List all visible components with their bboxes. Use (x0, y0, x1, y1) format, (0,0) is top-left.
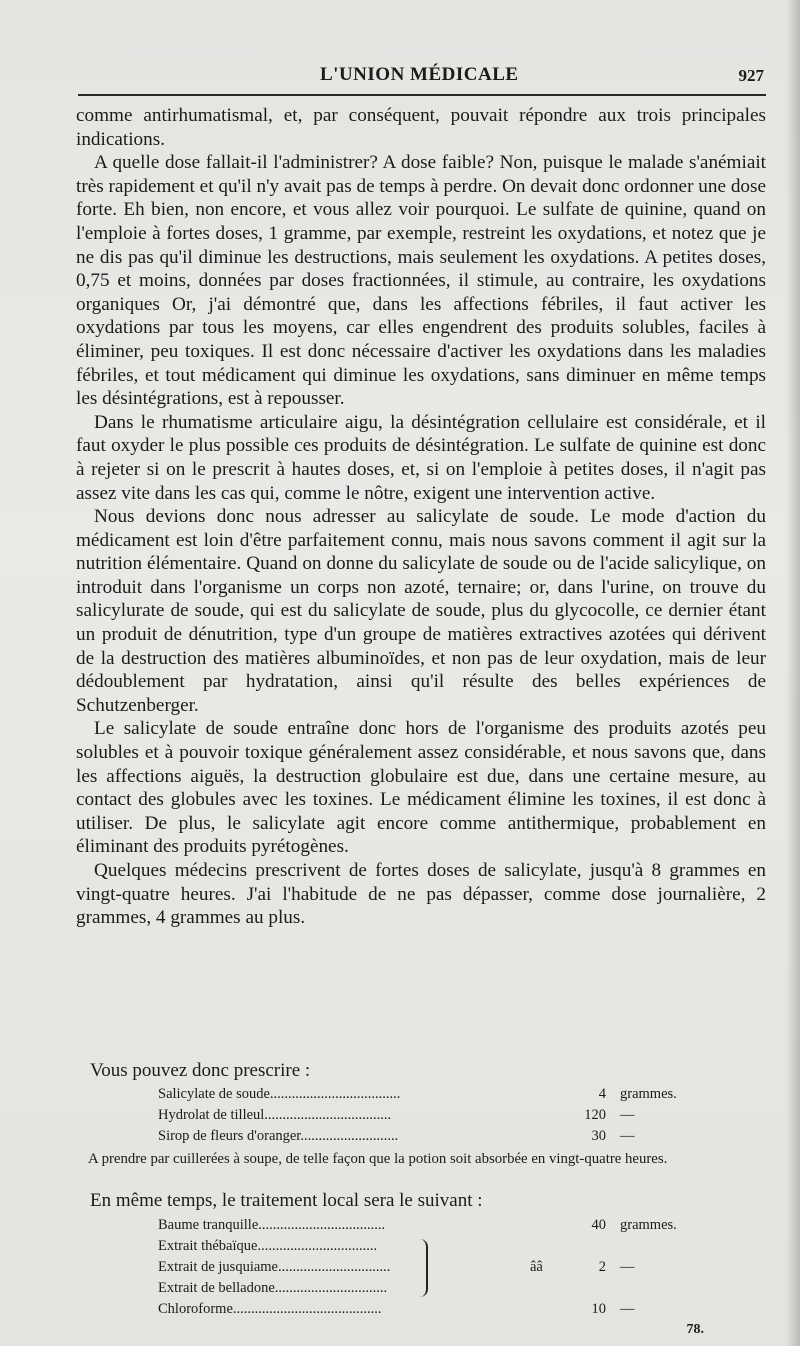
ingredient-unit: grammes. (620, 1217, 677, 1233)
ingredient-name: Sirop de fleurs d'oranger........................... (158, 1128, 399, 1144)
prescription-row (90, 1125, 770, 1146)
ingredient-unit: grammes. (620, 1086, 677, 1102)
prescription-row (90, 1256, 770, 1277)
paragraph: Nous devions donc nous adresser au salicylate de soude. Le mode d'action du médicament est loin d'être parfaitement connu, mais nous savons comment il agit sur la nutrition élémentaire. Quand on donne du salicylate de soude ou de l'acide salicylique, on introduit dans l'organisme un corps non azoté, ternaire; or, dans l'urine, on trouve du salicylurate de soude, qui est du salicylate de soude, plus du glycocolle, ce dernier étant un produit de dénutrition, type d'un groupe de matières extractives azotées qui dérivent de la destruction des matières albuminoïdes, et non pas de leur oxydation, mais de leur dédoublement par hydratation, ainsi qu'il résulte des belles expériences de Schutzenberger. (76, 506, 766, 716)
paragraph: comme antirhumatismal, et, par conséquent, pouvait répondre aux trois principales indications. (76, 105, 766, 150)
prescription-row (90, 1104, 770, 1125)
ingredient-name: Extrait de jusquiame............................... (158, 1259, 391, 1275)
ingredient-quantity: 10 (591, 1301, 606, 1317)
ingredient-name: Baume tranquille................................... (158, 1217, 386, 1233)
prescription-row (90, 1235, 770, 1256)
ingredient-name: Hydrolat de tilleul................................... (158, 1107, 392, 1123)
ingredient-unit: — (620, 1259, 635, 1275)
prescription-intro: Vous pouvez donc prescrire : (90, 1060, 311, 1081)
ingredient-name: Extrait de belladone............................... (158, 1280, 388, 1296)
header-rule (78, 94, 766, 96)
page-number: 927 (738, 66, 764, 85)
ingredient-name: Chloroforme......................................... (158, 1301, 382, 1317)
ingredient-unit: — (620, 1107, 635, 1123)
prescription-row (90, 1214, 770, 1235)
prescription-row (90, 1298, 770, 1319)
ingredient-quantity: 2 (598, 1259, 606, 1275)
page-header (80, 60, 766, 90)
ingredient-unit: — (620, 1128, 635, 1144)
ingredient-name: Salicylate de soude.................................... (158, 1086, 401, 1102)
equal-parts-mark: ââ (530, 1259, 543, 1275)
prescription-note: A prendre par cuillerées à soupe, de telle façon que la potion soit absorbée en vingt-quatre heures. (88, 1151, 668, 1167)
paragraph: Le salicylate de soude entraîne donc hors de l'organisme des produits azotés peu solubles et à pouvoir toxique généralement assez considérable, et nous savons que, dans les affections aiguës, la destruction globulaire est due, dans une certaine mesure, au contact des globules avec les toxines. Le médicament élimine les toxines, il est donc à utiliser. De plus, le salicylate agit encore comme antithermique, probablement en éliminant des produits pyrétogènes. (76, 718, 766, 858)
ingredient-quantity: 120 (584, 1107, 606, 1123)
prescription-row (90, 1083, 770, 1104)
paragraph: Dans le rhumatisme articulaire aigu, la désintégration cellulaire est considérale, et il faut oxyder le plus possible ces produits de désintégration. Le sulfate de quinine est donc à rejeter si on le prescrit à hautes doses, et, si on l'emploie à petites doses, il n'agit pas assez vite dans les cas qui, comme le nôtre, exigent une intervention active. (76, 411, 766, 504)
treatment-table (90, 1214, 770, 1319)
prescription-table (90, 1083, 770, 1146)
ingredient-unit: — (620, 1301, 635, 1317)
page-edge-shadow (786, 0, 800, 1346)
prescription-row (90, 1277, 770, 1298)
paragraph: A quelle dose fallait-il l'administrer? A dose faible? Non, puisque le malade s'anémiait très rapidement et qu'il n'y avait pas de temps à perdre. On devait donc ordonner une dose forte. Eh bien, non encore, et vous allez voir pourquoi. Le sulfate de quinine, quand on l'emploie à fortes doses, 1 gramme, par exemple, restreint les oxydations, et notez que je ne dis pas qu'il diminue les destructions, mais seulement les oxydations. A petites doses, 0,75 et moins, données par doses fractionnées, il stimule, au contraire, les oxydations organiques Or, j'ai démontré que, dans les affections fébriles, il faut activer les oxydations par tous les moyens, car elles engendrent des produits solubles, faciles à éliminer, peu toxiques. Il est donc nécessaire d'activer les oxydations dans les maladies fébriles, et tout médicament qui diminue les oxydations, sans diminuer en même temps les désintégrations, est à repousser. (76, 152, 766, 410)
ingredient-quantity: 4 (598, 1086, 606, 1102)
body-text (76, 104, 766, 930)
ingredient-quantity: 30 (591, 1128, 606, 1144)
ingredient-name: Extrait thébaïque................................. (158, 1238, 378, 1254)
running-title: L'UNION MÉDICALE (320, 64, 519, 85)
sheet-number: 78. (686, 1322, 704, 1337)
paragraph: Quelques médecins prescrivent de fortes doses de salicylate, jusqu'à 8 grammes en vingt-quatre heures. J'ai l'habitude de ne pas dépasser, comme dose journalière, 2 grammes, 4 grammes au plus. (76, 860, 766, 929)
ingredient-quantity: 40 (591, 1217, 606, 1233)
treatment-intro: En même temps, le traitement local sera le suivant : (90, 1190, 483, 1211)
grouping-brace (416, 1239, 428, 1297)
